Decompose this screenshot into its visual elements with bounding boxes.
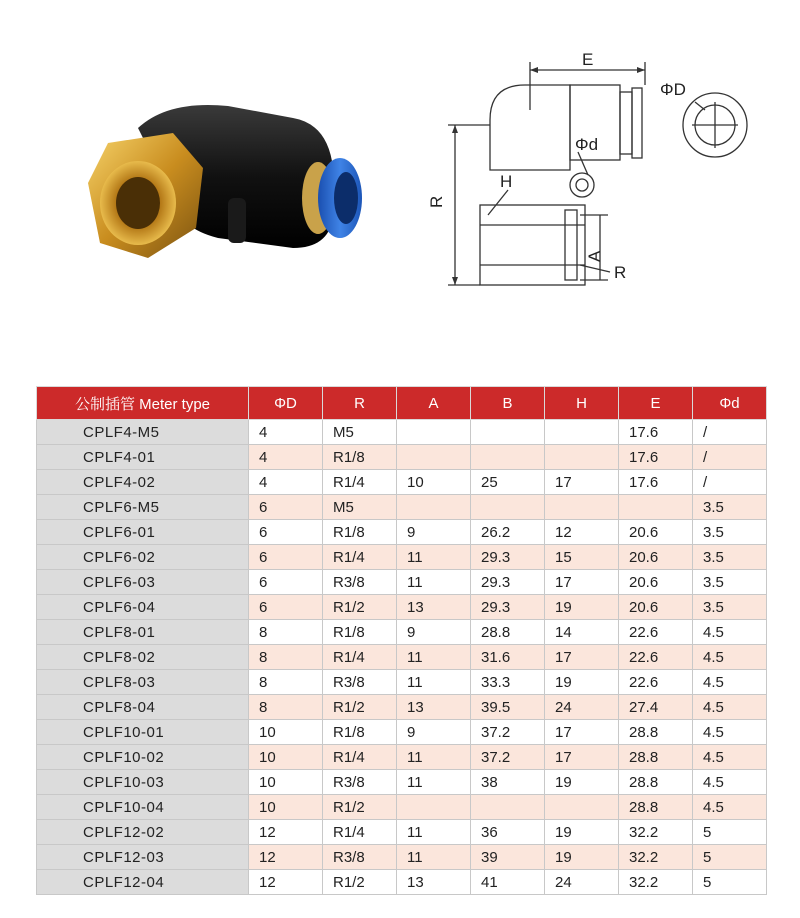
table-row: [37, 620, 767, 645]
h-cell: 24: [545, 695, 619, 720]
phi-d-inner-cell: 4.5: [693, 720, 767, 745]
dim-label-phi-D: ΦD: [660, 80, 686, 99]
model-cell: CPLF12-02: [37, 820, 249, 845]
r-cell: M5: [323, 495, 397, 520]
table-row: [37, 720, 767, 745]
header-phi-d-inner: Φd: [693, 387, 767, 420]
table-row: [37, 570, 767, 595]
phi-d-outer-cell: 10: [249, 795, 323, 820]
table-row: [37, 795, 767, 820]
model-cell: CPLF6-04: [37, 595, 249, 620]
model-cell: CPLF10-02: [37, 745, 249, 770]
a-cell: 10: [397, 470, 471, 495]
b-cell: 39: [471, 845, 545, 870]
phi-d-outer-cell: 4: [249, 470, 323, 495]
b-cell: 31.6: [471, 645, 545, 670]
r-cell: R1/8: [323, 445, 397, 470]
phi-d-inner-cell: /: [693, 470, 767, 495]
b-cell: 36: [471, 820, 545, 845]
e-cell: 22.6: [619, 620, 693, 645]
a-cell: 9: [397, 620, 471, 645]
r-cell: R1/2: [323, 870, 397, 895]
e-cell: 28.8: [619, 745, 693, 770]
b-cell: 41: [471, 870, 545, 895]
e-cell: 28.8: [619, 720, 693, 745]
a-cell: 9: [397, 520, 471, 545]
table-row: [37, 420, 767, 445]
table-row: [37, 695, 767, 720]
e-cell: 28.8: [619, 795, 693, 820]
h-cell: 17: [545, 745, 619, 770]
e-cell: 20.6: [619, 520, 693, 545]
dim-label-E: E: [582, 50, 594, 69]
b-cell: 29.3: [471, 545, 545, 570]
header-r: R: [323, 387, 397, 420]
header-phi-d-outer: ΦD: [249, 387, 323, 420]
e-cell: 17.6: [619, 470, 693, 495]
phi-d-outer-cell: 10: [249, 770, 323, 795]
h-cell: 24: [545, 870, 619, 895]
model-cell: CPLF12-03: [37, 845, 249, 870]
phi-d-inner-cell: 4.5: [693, 670, 767, 695]
b-cell: 37.2: [471, 720, 545, 745]
b-cell: 29.3: [471, 595, 545, 620]
table-row: [37, 820, 767, 845]
e-cell: 32.2: [619, 870, 693, 895]
phi-d-inner-cell: /: [693, 445, 767, 470]
dim-label-R-left: R: [427, 195, 446, 208]
r-cell: M5: [323, 420, 397, 445]
phi-d-inner-cell: 4.5: [693, 745, 767, 770]
table-row: [37, 845, 767, 870]
e-cell: 32.2: [619, 820, 693, 845]
table-row: [37, 545, 767, 570]
model-cell: CPLF8-03: [37, 670, 249, 695]
phi-d-outer-cell: 4: [249, 445, 323, 470]
e-cell: 27.4: [619, 695, 693, 720]
b-cell: 29.3: [471, 570, 545, 595]
h-cell: 19: [545, 845, 619, 870]
h-cell: [545, 420, 619, 445]
h-cell: 19: [545, 820, 619, 845]
e-cell: [619, 495, 693, 520]
table-row: [37, 770, 767, 795]
phi-d-outer-cell: 6: [249, 595, 323, 620]
r-cell: R1/2: [323, 795, 397, 820]
r-cell: R3/8: [323, 570, 397, 595]
b-cell: 33.3: [471, 670, 545, 695]
h-cell: [545, 795, 619, 820]
r-cell: R1/4: [323, 745, 397, 770]
b-cell: [471, 795, 545, 820]
phi-d-inner-cell: 4.5: [693, 795, 767, 820]
phi-d-inner-cell: 3.5: [693, 570, 767, 595]
e-cell: 20.6: [619, 595, 693, 620]
phi-d-inner-cell: 3.5: [693, 520, 767, 545]
h-cell: 17: [545, 645, 619, 670]
a-cell: [397, 445, 471, 470]
a-cell: 11: [397, 770, 471, 795]
table-row: [37, 670, 767, 695]
r-cell: R1/4: [323, 820, 397, 845]
table-body: [37, 420, 767, 895]
a-cell: 11: [397, 820, 471, 845]
a-cell: 11: [397, 845, 471, 870]
phi-d-outer-cell: 12: [249, 845, 323, 870]
elbow-push-in-fitting-photo: [78, 88, 378, 268]
phi-d-inner-cell: 4.5: [693, 695, 767, 720]
model-cell: CPLF4-01: [37, 445, 249, 470]
table-header-row: [37, 387, 767, 420]
b-cell: [471, 495, 545, 520]
e-cell: 32.2: [619, 845, 693, 870]
model-cell: CPLF4-02: [37, 470, 249, 495]
h-cell: [545, 445, 619, 470]
phi-d-outer-cell: 8: [249, 670, 323, 695]
phi-d-outer-cell: 6: [249, 545, 323, 570]
r-cell: R1/4: [323, 645, 397, 670]
phi-d-outer-cell: 12: [249, 820, 323, 845]
dim-label-H: H: [500, 172, 513, 191]
a-cell: 11: [397, 545, 471, 570]
model-cell: CPLF4-M5: [37, 420, 249, 445]
phi-d-inner-cell: 5: [693, 870, 767, 895]
phi-d-outer-cell: 8: [249, 695, 323, 720]
model-cell: CPLF10-03: [37, 770, 249, 795]
phi-d-inner-cell: 5: [693, 820, 767, 845]
phi-d-inner-cell: 4.5: [693, 620, 767, 645]
b-cell: 37.2: [471, 745, 545, 770]
e-cell: 20.6: [619, 545, 693, 570]
phi-d-outer-cell: 10: [249, 745, 323, 770]
phi-d-outer-cell: 8: [249, 645, 323, 670]
phi-d-inner-cell: 3.5: [693, 595, 767, 620]
a-cell: [397, 795, 471, 820]
e-cell: 17.6: [619, 420, 693, 445]
fitting-dimension-drawing: [427, 40, 780, 300]
table-row: [37, 470, 767, 495]
h-cell: [545, 495, 619, 520]
model-cell: CPLF6-03: [37, 570, 249, 595]
phi-d-inner-cell: 3.5: [693, 495, 767, 520]
phi-d-inner-cell: 4.5: [693, 770, 767, 795]
b-cell: [471, 420, 545, 445]
phi-d-inner-cell: 5: [693, 845, 767, 870]
table-row: [37, 520, 767, 545]
phi-d-outer-cell: 4: [249, 420, 323, 445]
model-cell: CPLF8-02: [37, 645, 249, 670]
phi-d-inner-cell: /: [693, 420, 767, 445]
r-cell: R1/8: [323, 520, 397, 545]
phi-d-outer-cell: 8: [249, 620, 323, 645]
r-cell: R1/8: [323, 620, 397, 645]
model-cell: CPLF8-01: [37, 620, 249, 645]
phi-d-outer-cell: 6: [249, 570, 323, 595]
e-cell: 20.6: [619, 570, 693, 595]
h-cell: 12: [545, 520, 619, 545]
r-cell: R1/2: [323, 695, 397, 720]
phi-d-inner-cell: 4.5: [693, 645, 767, 670]
h-cell: 17: [545, 720, 619, 745]
model-cell: CPLF12-04: [37, 870, 249, 895]
r-cell: R1/8: [323, 720, 397, 745]
header-meter-type: 公制插管 Meter type: [37, 387, 249, 420]
a-cell: 11: [397, 670, 471, 695]
b-cell: 38: [471, 770, 545, 795]
a-cell: 11: [397, 570, 471, 595]
h-cell: 19: [545, 595, 619, 620]
h-cell: 17: [545, 570, 619, 595]
spec-table: [36, 386, 767, 895]
table-row: [37, 445, 767, 470]
r-cell: R3/8: [323, 670, 397, 695]
h-cell: 19: [545, 770, 619, 795]
b-cell: [471, 445, 545, 470]
dim-label-R-right: R: [614, 263, 627, 282]
a-cell: 11: [397, 645, 471, 670]
a-cell: 13: [397, 870, 471, 895]
model-cell: CPLF6-M5: [37, 495, 249, 520]
b-cell: 25: [471, 470, 545, 495]
a-cell: [397, 495, 471, 520]
header-e: E: [619, 387, 693, 420]
table-row: [37, 645, 767, 670]
header-h: H: [545, 387, 619, 420]
model-cell: CPLF8-04: [37, 695, 249, 720]
e-cell: 17.6: [619, 445, 693, 470]
a-cell: 13: [397, 695, 471, 720]
r-cell: R1/4: [323, 470, 397, 495]
b-cell: 28.8: [471, 620, 545, 645]
table-row: [37, 870, 767, 895]
table-row: [37, 495, 767, 520]
r-cell: R1/2: [323, 595, 397, 620]
dim-label-phi-d: Φd: [575, 135, 599, 154]
b-cell: 39.5: [471, 695, 545, 720]
r-cell: R3/8: [323, 770, 397, 795]
e-cell: 22.6: [619, 645, 693, 670]
b-cell: 26.2: [471, 520, 545, 545]
a-cell: 13: [397, 595, 471, 620]
r-cell: R1/4: [323, 545, 397, 570]
a-cell: [397, 420, 471, 445]
phi-d-outer-cell: 12: [249, 870, 323, 895]
phi-d-outer-cell: 10: [249, 720, 323, 745]
model-cell: CPLF10-04: [37, 795, 249, 820]
model-cell: CPLF6-01: [37, 520, 249, 545]
h-cell: 17: [545, 470, 619, 495]
e-cell: 22.6: [619, 670, 693, 695]
e-cell: 28.8: [619, 770, 693, 795]
model-cell: CPLF6-02: [37, 545, 249, 570]
h-cell: 14: [545, 620, 619, 645]
phi-d-inner-cell: 3.5: [693, 545, 767, 570]
phi-d-outer-cell: 6: [249, 495, 323, 520]
table-row: [37, 745, 767, 770]
h-cell: 15: [545, 545, 619, 570]
phi-d-outer-cell: 6: [249, 520, 323, 545]
header-a: A: [397, 387, 471, 420]
model-cell: CPLF10-01: [37, 720, 249, 745]
table-row: [37, 595, 767, 620]
a-cell: 11: [397, 745, 471, 770]
r-cell: R3/8: [323, 845, 397, 870]
header-b: B: [471, 387, 545, 420]
a-cell: 9: [397, 720, 471, 745]
h-cell: 19: [545, 670, 619, 695]
dim-label-A: A: [585, 250, 604, 262]
